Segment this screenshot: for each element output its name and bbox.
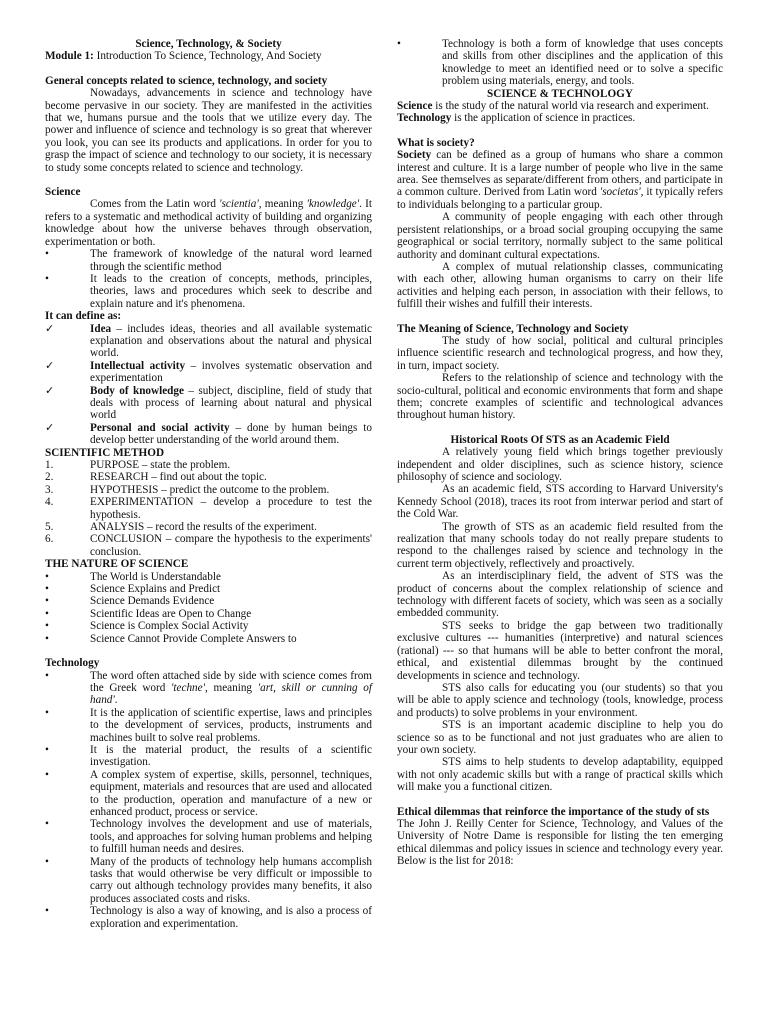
define-item: ✓ Body of knowledge – subject, discipline, field of study that deals with process of learning about natural and physical world	[45, 384, 372, 422]
science-heading: Science	[45, 186, 81, 199]
history-paragraph: The growth of STS as an academic field resulted from the realization that many schools today do not really prepare students to respond to the challenges raised by science and technology in the current term objectively, reflectively and proactively.	[397, 520, 723, 570]
left-column	[45, 38, 372, 930]
method-step: 3. HYPOTHESIS – predict the outcome to the problem.	[45, 483, 330, 496]
check-icon: ✓	[45, 421, 55, 434]
nature-heading: THE NATURE OF SCIENCE	[45, 558, 189, 571]
tech-bullet: • Technology is also a way of knowing, and is also a process of exploration and experimentation.	[45, 905, 372, 930]
tech-bullet: • The word often attached side by side with science comes from the Greek word 'techne', meaning 'art, skill or cunning of hand'.	[45, 669, 372, 707]
right-column	[397, 38, 723, 868]
ethics-heading: Ethical dilemmas that reinforce the importance of the study of sts	[397, 805, 710, 818]
check-icon: ✓	[45, 359, 55, 372]
meaning-paragraph: Refers to the relationship of science and technology with the socio-cultural, political and economic environments that form and shape them; concrete examples of scientific and technological advances throughout human history.	[397, 372, 723, 422]
define-item: ✓ Intellectual activity – involves systematic observation and experimentation	[45, 359, 373, 385]
society-paragraph-2: A community of people engaging with each other through persistent relationships, or a broad social grouping occupying the same geographical or social territory, normally subject to the same political authority and dominant cultural expectations.	[397, 211, 723, 261]
tech-bullet: • Technology involves the development and use of materials, tools, and approaches for solving human problems and helping to fulfill human needs and desires.	[45, 818, 372, 856]
nature-item: • Science Explains and Predict	[45, 583, 221, 596]
tech-bullet: • It is the application of scientific expertise, laws and principles to the development of services, products, instruments and machines built to solve real problems.	[45, 706, 372, 744]
history-heading: Historical Roots Of STS as an Academic Field	[450, 433, 670, 446]
science-bullet: • It leads to the creation of concepts, methods, principles, theories, laws and procedures which seek to describe and explain nature and it's phenomena.	[45, 272, 372, 310]
general-paragraph: Nowadays, advancements in science and technology have become pervasive in our society. They are manifested in the activities that we, humans pursue and the tools that we utilize every day. The power and influence of science and technology is so great that wherever you look, you can see its products and applications. In order for you to grasp the impact of science and technology to our society, it is necessary to study some concepts related to science and technology.	[45, 87, 372, 174]
meaning-heading: The Meaning of Science, Technology and Society	[397, 322, 629, 335]
society-paragraph-3: A complex of mutual relationship classes, communicating with each other, allowing human organisms to carry on their life activities and helping each person, in association with their fellows, to fulfill their wishes and fulfill their interests.	[397, 260, 723, 311]
method-step: 1. PURPOSE – state the problem.	[45, 459, 231, 471]
tech-bullet: • It is the material product, the results of a scientific investigation.	[45, 743, 372, 769]
society-heading: What is society?	[397, 136, 475, 149]
tech-bullet: • Many of the products of technology help humans accomplish tasks that would otherwise be very difficult or impossible to carry out although technology provides many benefits, it also produces associated costs and risks.	[45, 855, 372, 905]
technology-heading: Technology	[45, 657, 100, 670]
general-heading: General concepts related to science, technology, and society	[45, 74, 328, 87]
page-title: Science, Technology, & Society	[135, 38, 282, 50]
history-paragraph: STS also calls for educating you (our students) so that you will be able to apply science and technology (tools, knowledge, process and products) to solve problems in your environment.	[397, 681, 723, 719]
society-paragraph: Society can be defined as a group of humans who share a common interest and culture. It is a large number of people who live in the same area. See themselves as separate/different from others, and participate in a common culture. Derived from Latin word 'societas', it typically refers to individuals belonging to a particular group.	[397, 149, 724, 211]
tech-bullet: • A complex system of expertise, skills, personnel, techniques, equipment, materials and resources that are used and allocated to the production, operation and manufacture of a new or enhanced product, process or service.	[45, 768, 372, 818]
history-paragraph: STS aims to help students to develop adaptability, equipped with not only academic skills but with a range of practical skills which will make you a functional citizen.	[397, 756, 723, 794]
nature-item: • Science is Complex Social Activity	[45, 620, 249, 633]
st-tech-def: Technology is the application of science in practices.	[397, 112, 636, 125]
science-bullet: • The framework of knowledge of the natural word learned through the scientific method	[45, 248, 372, 273]
history-paragraph: STS is an important academic discipline to help you do science so as to be functional and not just graduates who are alien to your own society.	[397, 719, 723, 756]
history-paragraph: As an academic field, STS according to Harvard University's Kennedy School (2018), traces its root from interwar period and start of the Cold War.	[397, 483, 723, 521]
nature-item: • The World is Understandable	[45, 570, 221, 583]
method-heading: SCIENTIFIC METHOD	[45, 446, 165, 459]
nature-item: • Science Cannot Provide Complete Answers to	[45, 632, 297, 645]
top-bullet: • Technology is both a form of knowledge that uses concepts and skills from other disciplines and the application of this knowledge to meet an identified need or to solve a specific problem using materials, energy, and tools.	[397, 38, 723, 88]
method-step: 2. RESEARCH – find out about the topic.	[45, 471, 267, 484]
define-item: ✓ Idea – includes ideas, theories and all available systematic explanation and observations about the natural and physical world.	[45, 322, 372, 360]
history-paragraph: A relatively young field which brings together previously independent and older disciplines, such as science history, science philosophy of science and sociology.	[397, 446, 723, 483]
science-paragraph: Comes from the Latin word 'scientia', meaning 'knowledge'. It refers to a systematic and methodical activity of building and organizing knowledge about how the universe behaves through observation, experimentation or both.	[45, 198, 372, 248]
check-icon: ✓	[45, 322, 55, 335]
method-step: 6. CONCLUSION – compare the hypothesis to the experiments' conclusion.	[45, 533, 372, 558]
method-step: 5. ANALYSIS – record the results of the experiment.	[45, 521, 317, 534]
history-paragraph: STS seeks to bridge the gap between two traditionally exclusive cultures --- humanities (interpretive) and natural sciences (rational) --- so that humans will be able to better confront the moral, ethical, and existential dilemmas brought by the continued developments in science and technology.	[397, 619, 723, 682]
meaning-paragraph: The study of how social, political and cultural principles influence scientific research and technological progress, and how they, in turn, impact society.	[397, 334, 723, 372]
check-icon: ✓	[45, 384, 55, 397]
ethics-paragraph: The John J. Reilly Center for Science, Technology, and Values of the University of Notre Dame is responsible for listing the ten emerging ethical dilemmas and policy issues in science and technology every year. Below is the list for 2018:	[397, 817, 723, 868]
st-heading: SCIENCE & TECHNOLOGY	[487, 87, 633, 100]
history-paragraph: As an interdisciplinary field, the advent of STS was the product of concerns about the complex relationship of science and technology with different facets of society, which was seen as a socially embedded community.	[397, 570, 723, 620]
module-line: Module 1: Introduction To Science, Technology, And Society	[45, 50, 322, 63]
nature-item: • Scientific Ideas are Open to Change	[45, 607, 252, 620]
define-item: ✓ Personal and social activity – done by human beings to develop better understanding of the world around them.	[45, 421, 372, 447]
method-step: 4. EXPERIMENTATION – develop a procedure to test the hypothesis.	[45, 496, 372, 521]
st-science-def: Science is the study of the natural world via research and experiment.	[397, 100, 709, 113]
nature-item: • Science Demands Evidence	[45, 595, 215, 608]
define-heading: It can define as:	[45, 310, 122, 323]
